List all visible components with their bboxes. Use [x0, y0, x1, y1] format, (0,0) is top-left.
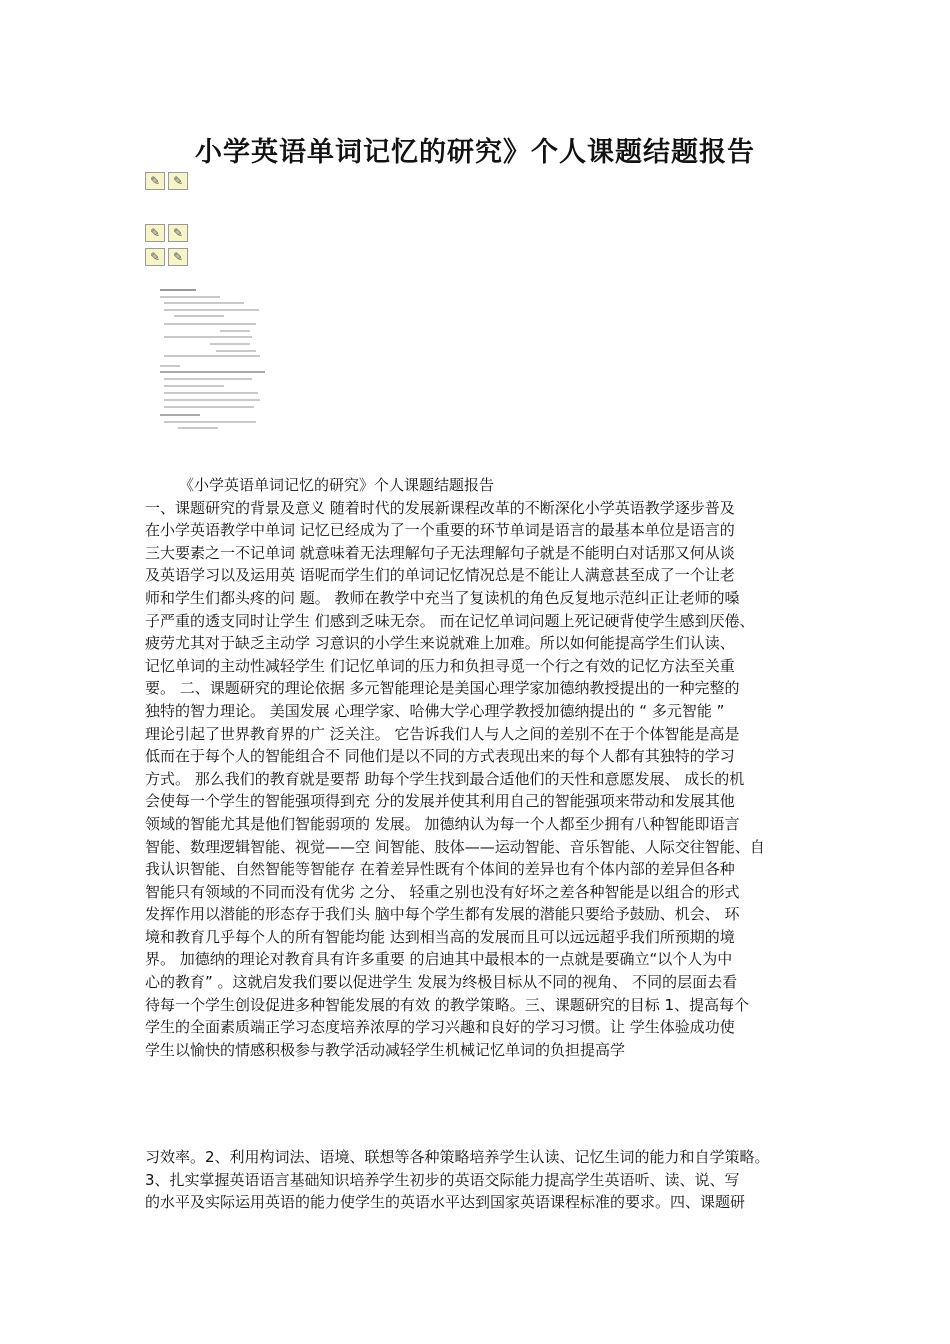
text-line: 习效率。2、利用构词法、语境、联想等各种策略培养学生认读、记忆生词的能力和自学策略。: [145, 1148, 770, 1166]
text-line: 境和教育几乎每个人的所有智能均能 达到相当高的发展而且可以远远超乎我们所预期的境: [145, 927, 735, 946]
paragraph-1: [145, 497, 825, 1062]
exam-page-thumbnail: [160, 287, 270, 432]
broken-image-icon: ✎: [168, 248, 188, 266]
text-line: 界。 加德纳的理论对教育具有许多重要 的启迪其中最根本的一点就是要确立“以个人为中: [145, 950, 733, 969]
text-line: 低而在于每个人的智能组合不 同他们是以不同的方式表现出来的每个人都有其独特的学习: [145, 747, 735, 766]
report-body: [145, 474, 825, 1061]
text-line: 理论引起了世界教育界的广 泛关注。 它告诉我们人与人之间的差别不在于个体智能是高是: [145, 724, 740, 743]
text-line: 疲劳尤其对于缺乏主动学 习意识的小学生来说就难上加难。所以如何能提高学生们认读、: [145, 634, 735, 653]
text-line: 三大要素之一不记单词 就意味着无法理解句子无法理解句子就是不能明白对话那又何从谈: [145, 543, 735, 562]
text-line: 独特的智力理论。 美国发展 心理学家、哈佛大学心理学教授加德纳提出的 “ 多元智能 ”: [145, 701, 725, 720]
text-line: 师和学生们都头疼的问 题。 教师在教学中充当了复读机的角色反复地示范纠正让老师的嗓: [145, 588, 740, 607]
text-line: 我认识智能、自然智能等智能存 在着差异性既有个体间的差异也有个体内部的差异但各种: [145, 860, 735, 879]
text-line: 学生的全面素质端正学习态度培养浓厚的学习兴趣和良好的学习习惯。让 学生体验成功使: [145, 1018, 735, 1037]
text-line: 智能只有领域的不同而没有优劣 之分、 轻重之别也没有好坏之差各种智能是以组合的形式: [145, 882, 740, 901]
broken-image-icon: ✎: [145, 224, 165, 242]
text-line: 记忆单词的主动性减轻学生 们记忆单词的压力和负担寻觅一个行之有效的记忆方法至关重: [145, 656, 735, 675]
text-line: 学生以愉快的情感积极参与教学活动减轻学生机械记忆单词的负担提高学: [145, 1040, 626, 1059]
broken-image-row: [145, 224, 188, 242]
paragraph-2: [145, 1146, 825, 1214]
text-line: 要。 二、课题研究的理论依据 多元智能理论是美国心理学家加德纳教授提出的一种完整的: [145, 679, 740, 698]
report-subtitle: 《小学英语单词记忆的研究》个人课题结题报告: [179, 476, 495, 494]
report-body-continued: [145, 1146, 825, 1214]
text-line: 的水平及实际运用英语的能力使学生的英语水平达到国家英语课程标准的要求。四、课题研: [145, 1193, 746, 1212]
text-line: 发挥作用以潜能的形态存于我们头 脑中每个学生都有发展的潜能只要给予鼓励、机会、 环: [145, 905, 740, 924]
text-line: 子严重的透支同时让学生 们感到乏味无奈。 而在记忆单词问题上死记硬背使学生感到厌倦、: [145, 611, 755, 630]
broken-image-row: [145, 248, 188, 266]
broken-image-icon: ✎: [168, 224, 188, 242]
text-line: 3、扎实掌握英语语言基础知识培养学生初步的英语交际能力提高学生英语听、读、说、写: [145, 1170, 740, 1189]
text-line: 在小学英语教学中单词 记忆已经成为了一个重要的环节单词是语言的最基本单位是语言的: [145, 521, 735, 540]
text-line: 心的教育” 。这就启发我们要以促进学生 发展为终极目标从不同的视角、 不同的层面去看: [145, 973, 738, 992]
document-title: 小学英语单词记忆的研究》个人课题结题报告: [195, 137, 755, 168]
text-line: 一、课题研究的背景及意义 随着时代的发展新课程改革的不断深化小学英语教学逐步普及: [145, 498, 735, 517]
broken-image-icon: ✎: [145, 172, 165, 190]
broken-image-row: [145, 172, 188, 190]
text-line: 待每一个学生创设促进多种智能发展的有效 的教学策略。三、课题研究的目标 1、提高每个: [145, 995, 750, 1014]
broken-image-icon: ✎: [168, 172, 188, 190]
text-line: 智能、数理逻辑智能、视觉——空 间智能、肢体——运动智能、音乐智能、人际交往智能、自: [145, 837, 765, 856]
broken-image-icon: ✎: [145, 248, 165, 266]
text-line: 及英语学习以及运用英 语呢而学生们的单词记忆情况总是不能让人满意甚至成了一个让老: [145, 566, 735, 585]
text-line: 方式。 那么我们的教育就是要帮 助每个学生找到最合适他们的天性和意愿发展、 成长的机: [145, 769, 745, 788]
text-line: 领域的智能尤其是他们智能弱项的 发展。 加德纳认为每一个人都至少拥有八种智能即语言: [145, 814, 740, 833]
text-line: 会使每一个学生的智能强项得到充 分的发展并使其利用自己的智能强项来带动和发展其他: [145, 792, 735, 811]
